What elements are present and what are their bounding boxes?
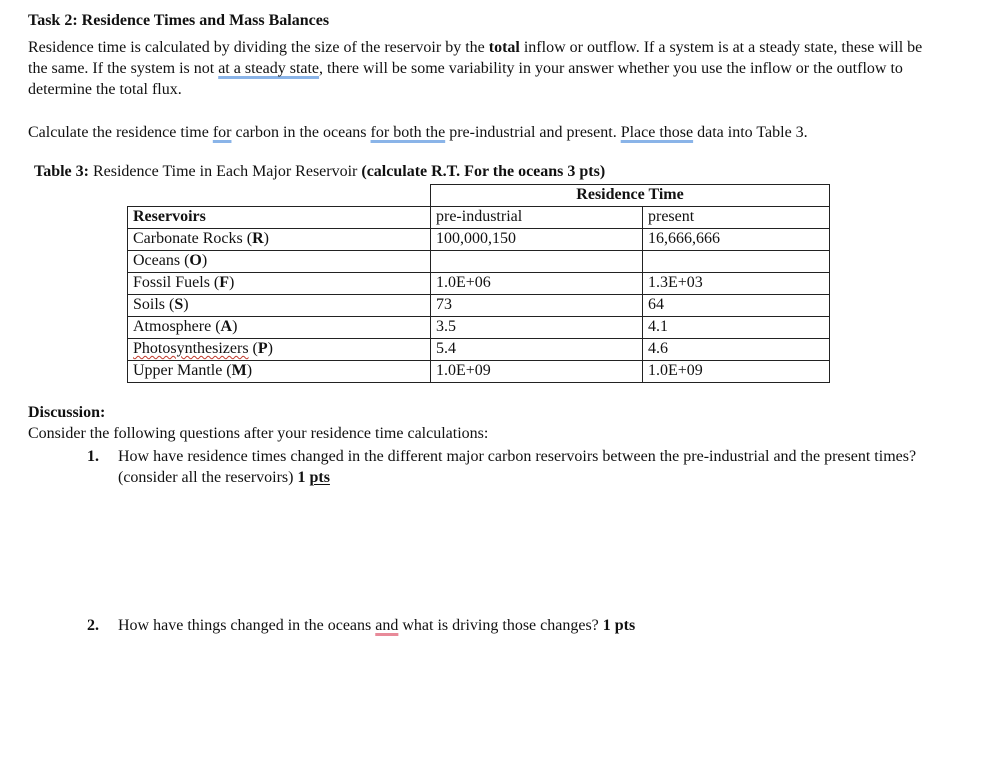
discussion-heading: Discussion: [28, 404, 106, 421]
question-1-number: 1. [87, 448, 99, 465]
calc-for-both-flagged: for both the [370, 124, 446, 141]
calc-text-e: pre-industrial and present. [445, 124, 621, 141]
table-caption-text: Residence Time in Each Major Reservoir [88, 163, 362, 180]
table-caption [34, 163, 605, 181]
question-1 [87, 446, 937, 488]
table-row [128, 317, 830, 339]
table-caption-label: Table 3: [34, 163, 89, 180]
question-2-number: 2. [87, 617, 99, 634]
intro-steady-state-flagged: at a steady state [218, 60, 320, 77]
table-caption-note: (calculate R.T. For the oceans 3 pts) [361, 163, 606, 180]
reservoir-name: Photosynthesizers (P) [128, 339, 431, 361]
table-row [128, 361, 830, 383]
reservoir-name: Carbonate Rocks (R) [128, 229, 431, 251]
calc-text-g: data into Table 3. [693, 124, 808, 141]
pre-industrial-value[interactable]: 1.0E+09 [431, 361, 643, 383]
residence-time-header: Residence Time [431, 185, 830, 207]
reservoir-name: Atmosphere (A) [128, 317, 431, 339]
discussion-intro: Consider the following questions after your residence time calculations: [28, 425, 489, 442]
present-value[interactable]: 16,666,666 [643, 229, 830, 251]
intro-paragraph [28, 37, 943, 100]
present-value[interactable] [643, 251, 830, 273]
present-value[interactable]: 4.6 [643, 339, 830, 361]
pre-industrial-value[interactable]: 3.5 [431, 317, 643, 339]
present-value[interactable]: 4.1 [643, 317, 830, 339]
table-row [128, 229, 830, 251]
present-value[interactable]: 1.0E+09 [643, 361, 830, 383]
calc-place-those-flagged: Place those [620, 124, 694, 141]
intro-text-e: , there will be some variability in your answer whether you use the inflow or the outflow to determine the total flux. [28, 60, 903, 98]
intro-total-bold: total [488, 39, 520, 56]
question-1-text: How have residence times changed in the different major carbon reservoirs between the pre-industrial and the present times? (consider all the reservoirs) 1 pts [118, 448, 917, 486]
present-value[interactable]: 64 [643, 295, 830, 317]
reservoir-name: Upper Mantle (M) [128, 361, 431, 383]
reservoir-name: Soils (S) [128, 295, 431, 317]
pre-industrial-value[interactable]: 100,000,150 [431, 229, 643, 251]
table-row [128, 295, 830, 317]
present-value[interactable]: 1.3E+03 [643, 273, 830, 295]
pre-industrial-value[interactable]: 1.0E+06 [431, 273, 643, 295]
intro-text-c: inflow or outflow. If a system is at a steady state, these will be the same. If the system is not [28, 39, 923, 77]
present-header: present [643, 207, 830, 229]
pre-industrial-header: pre-industrial [431, 207, 643, 229]
question-2-flagged-word: and [375, 617, 399, 634]
calc-text-a: Calculate the residence time [28, 124, 213, 141]
spellcheck-flagged-word: Photosynthesizers [133, 340, 249, 357]
table-column-header-row [128, 207, 830, 229]
table-row [128, 251, 830, 273]
calc-text-c: carbon in the oceans [231, 124, 371, 141]
reservoirs-header: Reservoirs [128, 207, 431, 229]
question-2-text: How have things changed in the oceans and what is driving those changes? 1 pts [118, 617, 636, 634]
question-1-points: 1 pts [297, 469, 330, 486]
reservoir-name: Fossil Fuels (F) [128, 273, 431, 295]
reservoir-name: Oceans (O) [128, 251, 431, 273]
residence-time-table [127, 184, 830, 383]
pre-industrial-value[interactable]: 5.4 [431, 339, 643, 361]
table-row [128, 273, 830, 295]
table-corner-cell [128, 185, 431, 207]
pre-industrial-value[interactable]: 73 [431, 295, 643, 317]
calc-for-flagged: for [212, 124, 232, 141]
table-group-header-row [128, 185, 830, 207]
question-2-points: 1 pts [602, 617, 636, 634]
intro-text-a: Residence time is calculated by dividing the size of the reservoir by the [28, 39, 489, 56]
table-row [128, 339, 830, 361]
calc-instruction [28, 122, 943, 143]
pre-industrial-value[interactable] [431, 251, 643, 273]
question-2 [87, 615, 937, 636]
task-title: Task 2: Residence Times and Mass Balances [28, 12, 330, 29]
